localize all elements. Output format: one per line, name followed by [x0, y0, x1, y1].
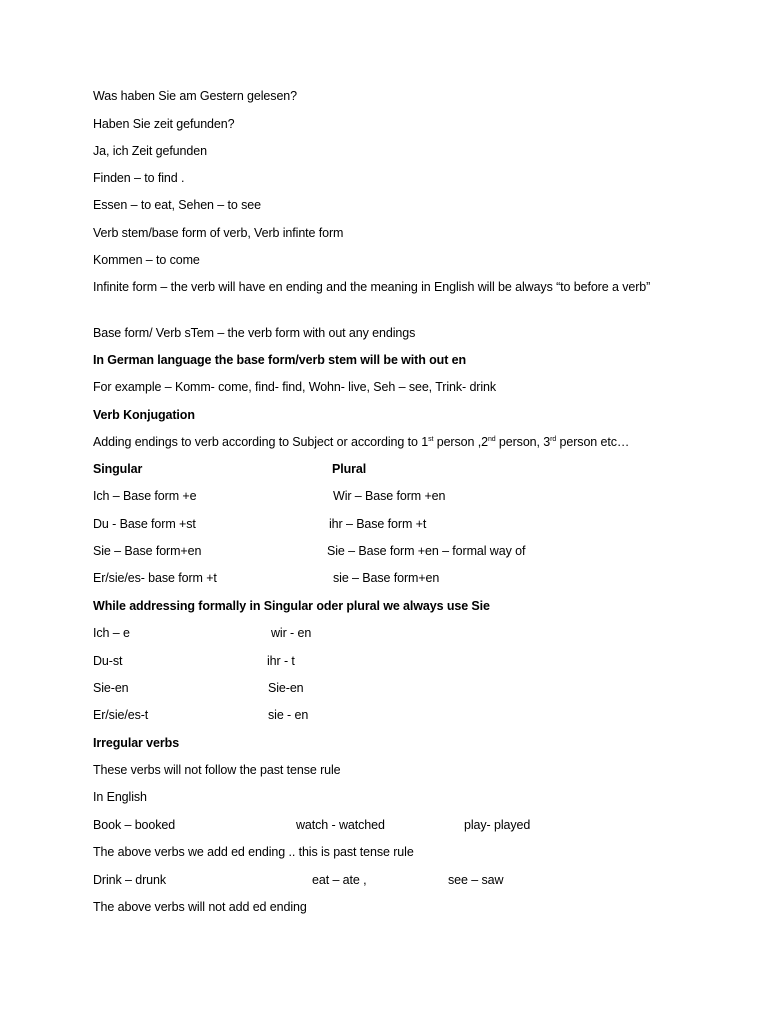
ending-row: [93, 707, 309, 723]
row-right: ihr – Base form +t: [329, 517, 427, 531]
text-line: For example – Komm- come, find- find, Wohn- live, Seh – see, Trink- drink: [93, 380, 497, 394]
row-left: Sie – Base form+en: [93, 544, 202, 558]
section-heading-irregular-verbs: Irregular verbs: [93, 736, 180, 750]
section-heading-verb-konjugation: Verb Konjugation: [93, 408, 195, 422]
row-right: sie - en: [268, 708, 309, 722]
text-segment: person, 3: [495, 435, 551, 449]
row-right: sie – Base form+en: [333, 571, 440, 585]
text-line: Base form/ Verb sTem – the verb form with out any endings: [93, 326, 416, 340]
ending-row: [93, 625, 312, 641]
row-left: Du-st: [93, 654, 123, 668]
row-right: wir - en: [271, 626, 312, 640]
column-header-row: [93, 461, 367, 477]
text-segment: person ,2: [433, 435, 488, 449]
column-header-plural: Plural: [332, 462, 367, 476]
text-line: Kommen – to come: [93, 253, 200, 267]
row-left: Er/sie/es- base form +t: [93, 571, 217, 585]
row-left: Du - Base form +st: [93, 517, 196, 531]
example-col-2: eat – ate ,: [312, 873, 367, 887]
text-segment: person etc…: [556, 435, 630, 449]
example-col-3: play- played: [464, 818, 531, 832]
conjugation-row: [93, 570, 440, 586]
conjugation-row: [93, 516, 427, 532]
example-col-1: Drink – drunk: [93, 873, 167, 887]
bold-heading-line: In German language the base form/verb stem will be with out en: [93, 353, 467, 367]
text-line: Verb stem/base form of verb, Verb infinte form: [93, 226, 344, 240]
example-col-1: Book – booked: [93, 818, 176, 832]
text-line: The above verbs we add ed ending .. this is past tense rule: [93, 845, 414, 859]
superscript: nd: [487, 436, 496, 443]
text-line: These verbs will not follow the past tense rule: [93, 763, 341, 777]
text-line: The above verbs will not add ed ending: [93, 900, 307, 914]
text-paragraph: Infinite form – the verb will have en ending and the meaning in English will be always “to before a verb”: [93, 280, 651, 294]
superscript: rd: [550, 436, 557, 443]
text-line: Was haben Sie am Gestern gelesen?: [93, 89, 297, 103]
row-right: Sie-en: [268, 681, 304, 695]
text-line-conjugation-intro: [93, 434, 629, 450]
row-left: Ich – e: [93, 626, 130, 640]
superscript: st: [428, 436, 434, 443]
example-row: [93, 872, 504, 888]
row-left: Er/sie/es-t: [93, 708, 149, 722]
bold-heading-line: While addressing formally in Singular oder plural we always use Sie: [93, 599, 490, 613]
text-segment: Adding endings to verb according to Subject or according to 1: [93, 435, 429, 449]
example-col-2: watch - watched: [296, 818, 385, 832]
conjugation-row: [93, 488, 446, 504]
text-line: In English: [93, 790, 147, 804]
ending-row: [93, 653, 295, 669]
conjugation-row: [93, 543, 526, 559]
text-line: Finden – to find .: [93, 171, 185, 185]
ending-row: [93, 680, 304, 696]
text-line: Ja, ich Zeit gefunden: [93, 144, 207, 158]
example-col-3: see – saw: [448, 873, 504, 887]
column-header-singular: Singular: [93, 462, 143, 476]
row-left: Ich – Base form +e: [93, 489, 197, 503]
row-right: Wir – Base form +en: [333, 489, 446, 503]
row-right: ihr - t: [267, 654, 295, 668]
row-right: Sie – Base form +en – formal way of: [327, 544, 526, 558]
example-row: [93, 817, 531, 833]
text-line: Essen – to eat, Sehen – to see: [93, 198, 261, 212]
text-line: Haben Sie zeit gefunden?: [93, 117, 235, 131]
row-left: Sie-en: [93, 681, 129, 695]
